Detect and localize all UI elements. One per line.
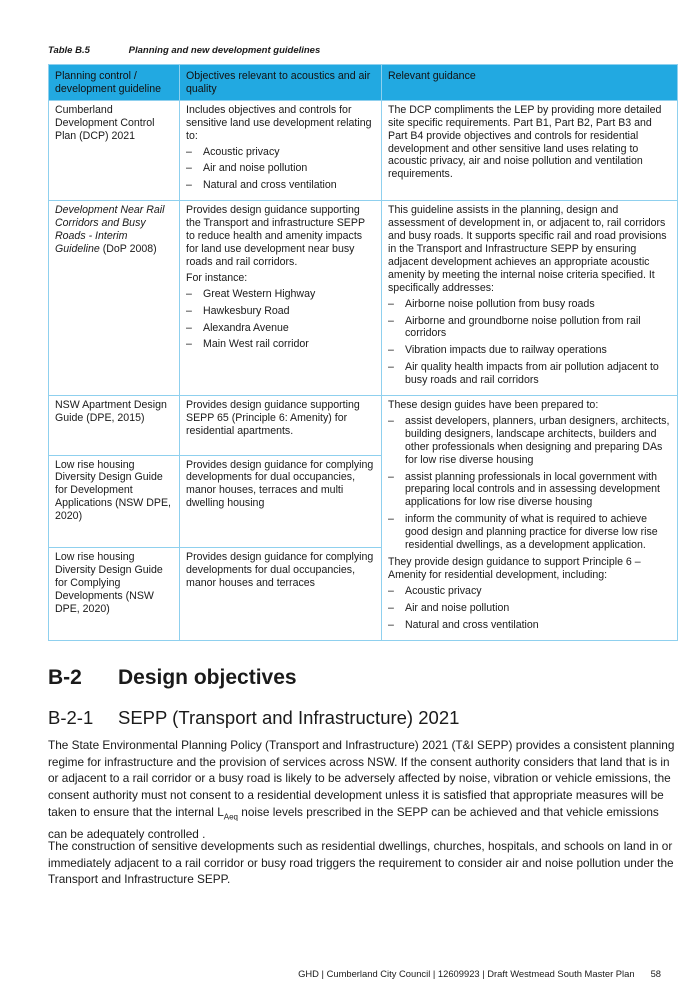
page-number: 58 <box>650 968 661 979</box>
list-item: – Acoustic privacy <box>388 585 671 598</box>
list-item: – Natural and cross ventilation <box>186 179 375 192</box>
header-objectives: Objectives relevant to acoustics and air quality <box>180 65 382 101</box>
table-caption-title: Planning and new development guidelines <box>128 45 321 56</box>
body-paragraph-1 <box>48 737 680 843</box>
row1-objectives <box>180 100 382 200</box>
list-item: – assist developers, planners, urban designers, architects, building designers, landscape architects, builders and other professionals when designing and preparing DAs for low rise diverse housing <box>388 415 671 467</box>
row4-control: Low rise housing Diversity Design Guide for Development Applications (NSW DPE, 2020) <box>49 455 180 547</box>
table-caption-label: Table B.5 <box>48 45 90 56</box>
laeq-subscript: Aeq <box>223 812 238 822</box>
table-row <box>49 396 678 456</box>
shared-guidance-list <box>388 415 671 552</box>
header-planning-control: Planning control / development guideline <box>49 65 180 101</box>
page-footer <box>298 968 661 979</box>
table-header-row <box>49 65 678 101</box>
section-title: Design objectives <box>118 666 297 689</box>
row2-objectives-list <box>186 288 375 352</box>
row2-guidance-intro: This guideline assists in the planning, design and assessment of development in, or adjacent to, rail corridors and busy roads. It supports specific rail and road provisions in the Transport and Infrastructure SEPP by ensuring adjacent development achieves an appropriate acoustic amenity by meeting the internal noise criteria specified. It specifically addresses: <box>388 204 667 294</box>
shared-guidance-outro-list <box>388 585 671 632</box>
list-item: – Airborne noise pollution from busy roads <box>388 298 671 311</box>
table-row <box>49 201 678 396</box>
row2-guidance-list <box>388 298 671 387</box>
section-number: B-2 <box>48 666 82 689</box>
row1-guidance: The DCP compliments the LEP by providing more detailed site specific requirements. Part B1, Part B2, Part B3 and Part B4 provide objectives and controls for residential development and other sensitive land uses relating to acoustic privacy, air and noise pollution and ventilation requirements. <box>382 100 678 200</box>
row2-control-title: Development Near Rail Corridors and Busy Roads - Interim Guideline <box>55 204 165 255</box>
row2-guidance <box>382 201 678 396</box>
list-item: – Alexandra Avenue <box>186 322 375 335</box>
list-item: – Acoustic privacy <box>186 146 375 159</box>
row5-control: Low rise housing Diversity Design Guide for Complying Developments (NSW DPE, 2020) <box>49 548 180 640</box>
list-item: – assist planning professionals in local government with preparing local controls and in assessing development applications for low rise diverse housing <box>388 471 671 510</box>
footer-text: GHD | Cumberland City Council | 12609923 | Draft Westmead South Master Plan <box>298 968 635 979</box>
row1-objectives-intro: Includes objectives and controls for sensitive land use development relating to: <box>186 103 372 142</box>
shared-guidance-intro: These design guides have been prepared to: <box>388 399 599 412</box>
subsection-heading <box>48 707 459 729</box>
row2-control <box>49 201 180 396</box>
list-item: – inform the community of what is required to achieve good design and planning practice for diverse low rise residential dwellings, as a development application. <box>388 513 671 552</box>
planning-guidelines-table <box>48 64 678 641</box>
header-relevant-guidance: Relevant guidance <box>382 65 678 101</box>
row3-control: NSW Apartment Design Guide (DPE, 2015) <box>49 396 180 456</box>
list-item: – Vibration impacts due to railway operations <box>388 344 671 357</box>
row1-control: Cumberland Development Control Plan (DCP) 2021 <box>49 100 180 200</box>
section-heading <box>48 666 297 690</box>
subsection-title: SEPP (Transport and Infrastructure) 2021 <box>118 707 460 728</box>
shared-guidance <box>382 396 678 641</box>
list-item: – Great Western Highway <box>186 288 375 301</box>
row2-control-suffix: (DoP 2008) <box>99 242 157 255</box>
list-item: – Hawkesbury Road <box>186 305 375 318</box>
table-caption <box>48 45 320 56</box>
row2-objectives-instance: For instance: <box>186 271 248 284</box>
row4-objectives: Provides design guidance for complying developments for dual occupancies, manor houses, terraces and multi dwelling housing <box>180 455 382 547</box>
list-item: – Airborne and groundborne noise pollution from rail corridors <box>388 315 671 341</box>
subsection-number: B-2-1 <box>48 707 94 728</box>
list-item: – Main West rail corridor <box>186 338 375 351</box>
body-paragraph-2: The construction of sensitive developments such as residential dwellings, churches, hospitals, and schools on land in or immediately adjacent to a rail corridor or busy road triggers the requirement to consider air and noise pollution under the Transport and Infrastructure SEPP. <box>48 839 674 887</box>
list-item: – Natural and cross ventilation <box>388 619 671 632</box>
row2-objectives-intro: Provides design guidance supporting the Transport and infrastructure SEPP to reduce health and amenity impacts for land use development near busy roads and rail corridors. <box>186 204 365 268</box>
list-item: – Air and noise pollution <box>186 162 375 175</box>
list-item: – Air quality health impacts from air pollution adjacent to busy roads and rail corridors <box>388 361 671 387</box>
table-row <box>49 100 678 200</box>
row3-objectives: Provides design guidance supporting SEPP 65 (Principle 6: Amenity) for residential apartments. <box>180 396 382 456</box>
row1-objectives-list <box>186 146 375 193</box>
list-item: – Air and noise pollution <box>388 602 671 615</box>
shared-guidance-outro: They provide design guidance to support Principle 6 – Amenity for residential development, including: <box>388 556 641 581</box>
row2-objectives <box>180 201 382 396</box>
row5-objectives: Provides design guidance for complying developments for dual occupancies, manor houses and terraces <box>180 548 382 640</box>
paragraph1-before: The State Environmental Planning Policy (Transport and Infrastructure) 2021 (T&I SEPP) provides a consistent planning regime for infrastructure and the provision of services across NSW. If the consent authority considers that land that is in or adjacent to a rail corridor or a busy road is likely to be adversely affected by noise, vibration or vehicle emissions, the consent authority must not consent to a residential development unless it is satisfied that appropriate measures will be taken to ensure that the internal L <box>48 738 675 819</box>
paragraph1-after: noise levels prescribed in the SEPP can be achieved and that vehicle emissions can be adequately controlled . <box>48 804 659 841</box>
